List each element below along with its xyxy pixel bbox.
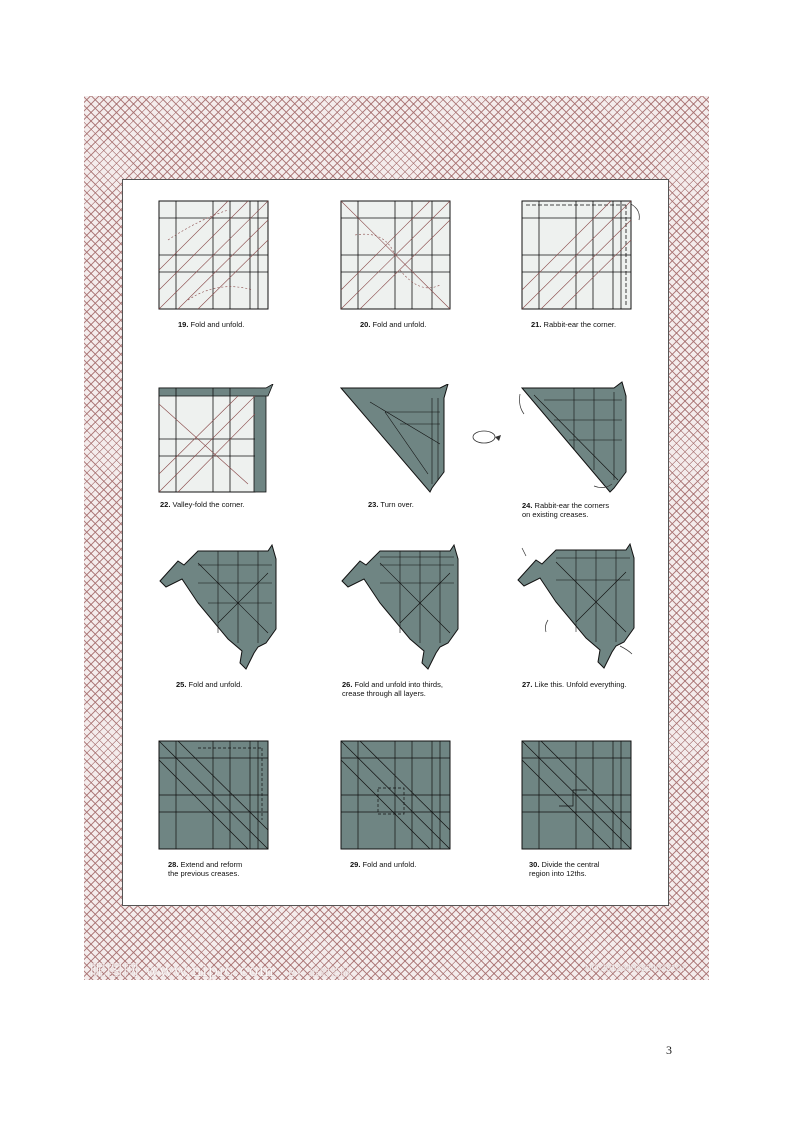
step-26 <box>340 543 500 703</box>
step-25-diagram <box>158 543 283 673</box>
step-21-caption: 21. Rabbit-ear the corner. <box>531 320 617 329</box>
step-28-caption: 28. Extend and reform the previous creases. <box>168 860 243 878</box>
step-22-diagram <box>158 384 278 494</box>
step-21-diagram <box>521 200 646 312</box>
step-28-diagram <box>158 740 270 852</box>
step-19 <box>158 200 318 335</box>
step-25-caption: 25. Fold and unfold. <box>176 680 243 689</box>
step-27-diagram <box>514 540 639 673</box>
watermark-left: 昵图网 www.nipic.com BY: 纸韵艺品 <box>90 961 351 980</box>
step-27-caption: 27. Like this. Unfold everything. <box>522 680 627 689</box>
step-25 <box>158 543 318 693</box>
step-24 <box>514 380 674 525</box>
step-27 <box>514 540 674 700</box>
step-24-caption: 24. Rabbit-ear the corners on existing creases. <box>522 501 610 519</box>
step-29 <box>340 740 500 885</box>
step-29-diagram <box>340 740 452 852</box>
step-22-caption: 22. Valley-fold the corner. <box>160 500 245 509</box>
step-24-diagram <box>514 380 639 495</box>
step-29-caption: 29. Fold and unfold. <box>350 860 417 869</box>
step-20 <box>340 200 500 335</box>
step-26-diagram <box>340 543 465 673</box>
step-30-diagram <box>521 740 633 852</box>
step-23-diagram <box>340 384 450 494</box>
step-20-diagram <box>340 200 452 312</box>
page-number: 3 <box>666 1043 672 1057</box>
step-21 <box>521 200 681 335</box>
turn-over-icon <box>468 428 504 446</box>
watermark-right: NO:20120402224032107 <box>585 963 687 973</box>
step-30-caption: 30. Divide the central region into 12ths. <box>529 860 600 878</box>
step-28 <box>158 740 318 885</box>
step-20-caption: 20. Fold and unfold. <box>360 320 427 329</box>
step-19-caption: 19. Fold and unfold. <box>178 320 245 329</box>
step-26-caption: 26. Fold and unfold into thirds, crease through all layers. <box>342 680 443 698</box>
step-22 <box>158 384 318 524</box>
step-23-caption: 23. Turn over. <box>368 500 414 509</box>
step-19-diagram <box>158 200 270 312</box>
step-23 <box>340 384 500 524</box>
step-30 <box>521 740 681 885</box>
